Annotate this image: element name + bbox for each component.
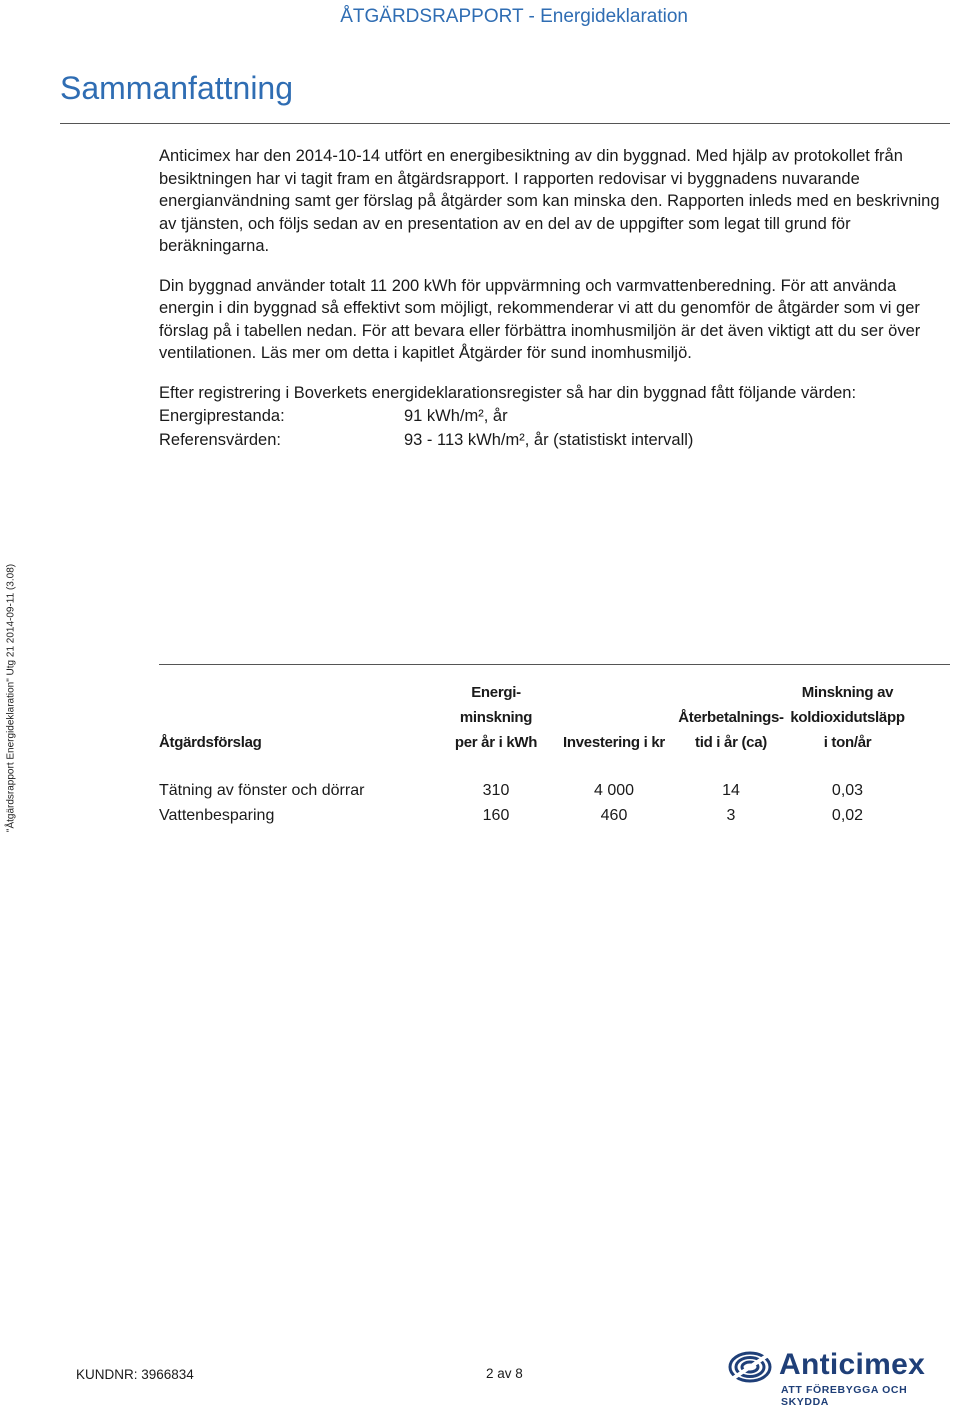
- page-heading: Sammanfattning: [60, 70, 294, 106]
- table-top-divider: [159, 664, 950, 665]
- row-payback: 3: [726, 807, 736, 824]
- table-header: [159, 680, 950, 760]
- referens-label: Referensvärden:: [159, 430, 281, 449]
- header-co2-l1: Minskning av: [801, 684, 894, 701]
- referens-row: [159, 429, 949, 452]
- row-investment: 4 000: [593, 782, 635, 799]
- table-row: [159, 778, 950, 803]
- header-aterbetalning-l2: Återbetalnings-: [678, 709, 784, 726]
- register-intro: Efter registrering i Boverkets energideklarationsregister så har din byggnad fått följande värden:: [159, 383, 857, 402]
- header-co2-l2: koldioxidutsläpp: [790, 709, 905, 726]
- row-co2: 0,02: [831, 807, 864, 824]
- header-investering: Investering i kr: [563, 734, 665, 751]
- anticimex-swirl-icon: [727, 1350, 773, 1384]
- header-atgardsforslag: Åtgärdsförslag: [159, 734, 262, 751]
- row-measure-name: Tätning av fönster och dörrar: [159, 782, 365, 799]
- summary-body: [159, 145, 949, 451]
- row-energy: 160: [482, 807, 510, 824]
- measures-table: [159, 680, 950, 828]
- referens-value: 93 - 113 kWh/m², år (statistiskt intervall): [404, 430, 694, 449]
- side-version-text: "Åtgärdsrapport Energideklaration" Utg 21 2014-09-11 (3.08): [5, 563, 17, 833]
- row-energy: 310: [482, 782, 510, 799]
- table-row: [159, 803, 950, 828]
- header-energi-l3: per år i kWh: [454, 734, 538, 751]
- logo-tagline: ATT FÖREBYGGA OCH SKYDDA: [781, 1384, 908, 1408]
- heading-divider: [60, 123, 950, 124]
- header-title: ÅTGÄRDSRAPPORT - Energideklaration: [340, 6, 688, 27]
- page-number: 2 av 8: [486, 1366, 523, 1381]
- header-co2-l3: i ton/år: [823, 734, 872, 751]
- header-energi-l2: minskning: [459, 709, 533, 726]
- customer-number: KUNDNR: 3966834: [76, 1367, 194, 1382]
- anticimex-logo: [727, 1348, 955, 1408]
- logo-wordmark: Anticimex: [779, 1348, 926, 1381]
- energiprestanda-label: Energiprestanda:: [159, 407, 285, 425]
- intro-paragraph: Anticimex har den 2014-10-14 utfört en energibesiktning av din byggnad. Med hjälp av protokollet från besiktningen har vi tagit fram en åtgärdsrapport. I rapporten redovisar vi byggnadens nuvarande energianvändning samt ger förslag på åtgärder som kan minska den. Rapporten inleds med en beskrivning av tjänsten, och följs sedan av en presentation av en del av de uppgifter som legat till grund för beräkningarna.: [159, 147, 940, 255]
- header-energi-l1: Energi-: [471, 684, 521, 701]
- header-aterbetalning-l3: tid i år (ca): [695, 734, 767, 751]
- usage-paragraph: Din byggnad använder totalt 11 200 kWh för uppvärmning och varmvattenberedning. För att använda energin i din byggnad så effektivt som möjligt, rekommenderar vi att du genomför de åtgärder som vi ger förslag på i tabellen nedan. För att bevara eller förbättra inomhusmiljön är det även viktigt att du ser över ventilationen. Läs mer om detta i kapitlet Åtgärder för sund inomhusmiljö.: [159, 276, 921, 362]
- row-co2: 0,03: [831, 782, 864, 799]
- row-measure-name: Vattenbesparing: [159, 807, 275, 824]
- row-investment: 460: [600, 807, 628, 824]
- energiprestanda-value: 91 kWh/m², år: [404, 407, 508, 425]
- row-payback: 14: [722, 782, 740, 799]
- energiprestanda-row: [159, 405, 949, 428]
- side-version-note: [0, 548, 22, 848]
